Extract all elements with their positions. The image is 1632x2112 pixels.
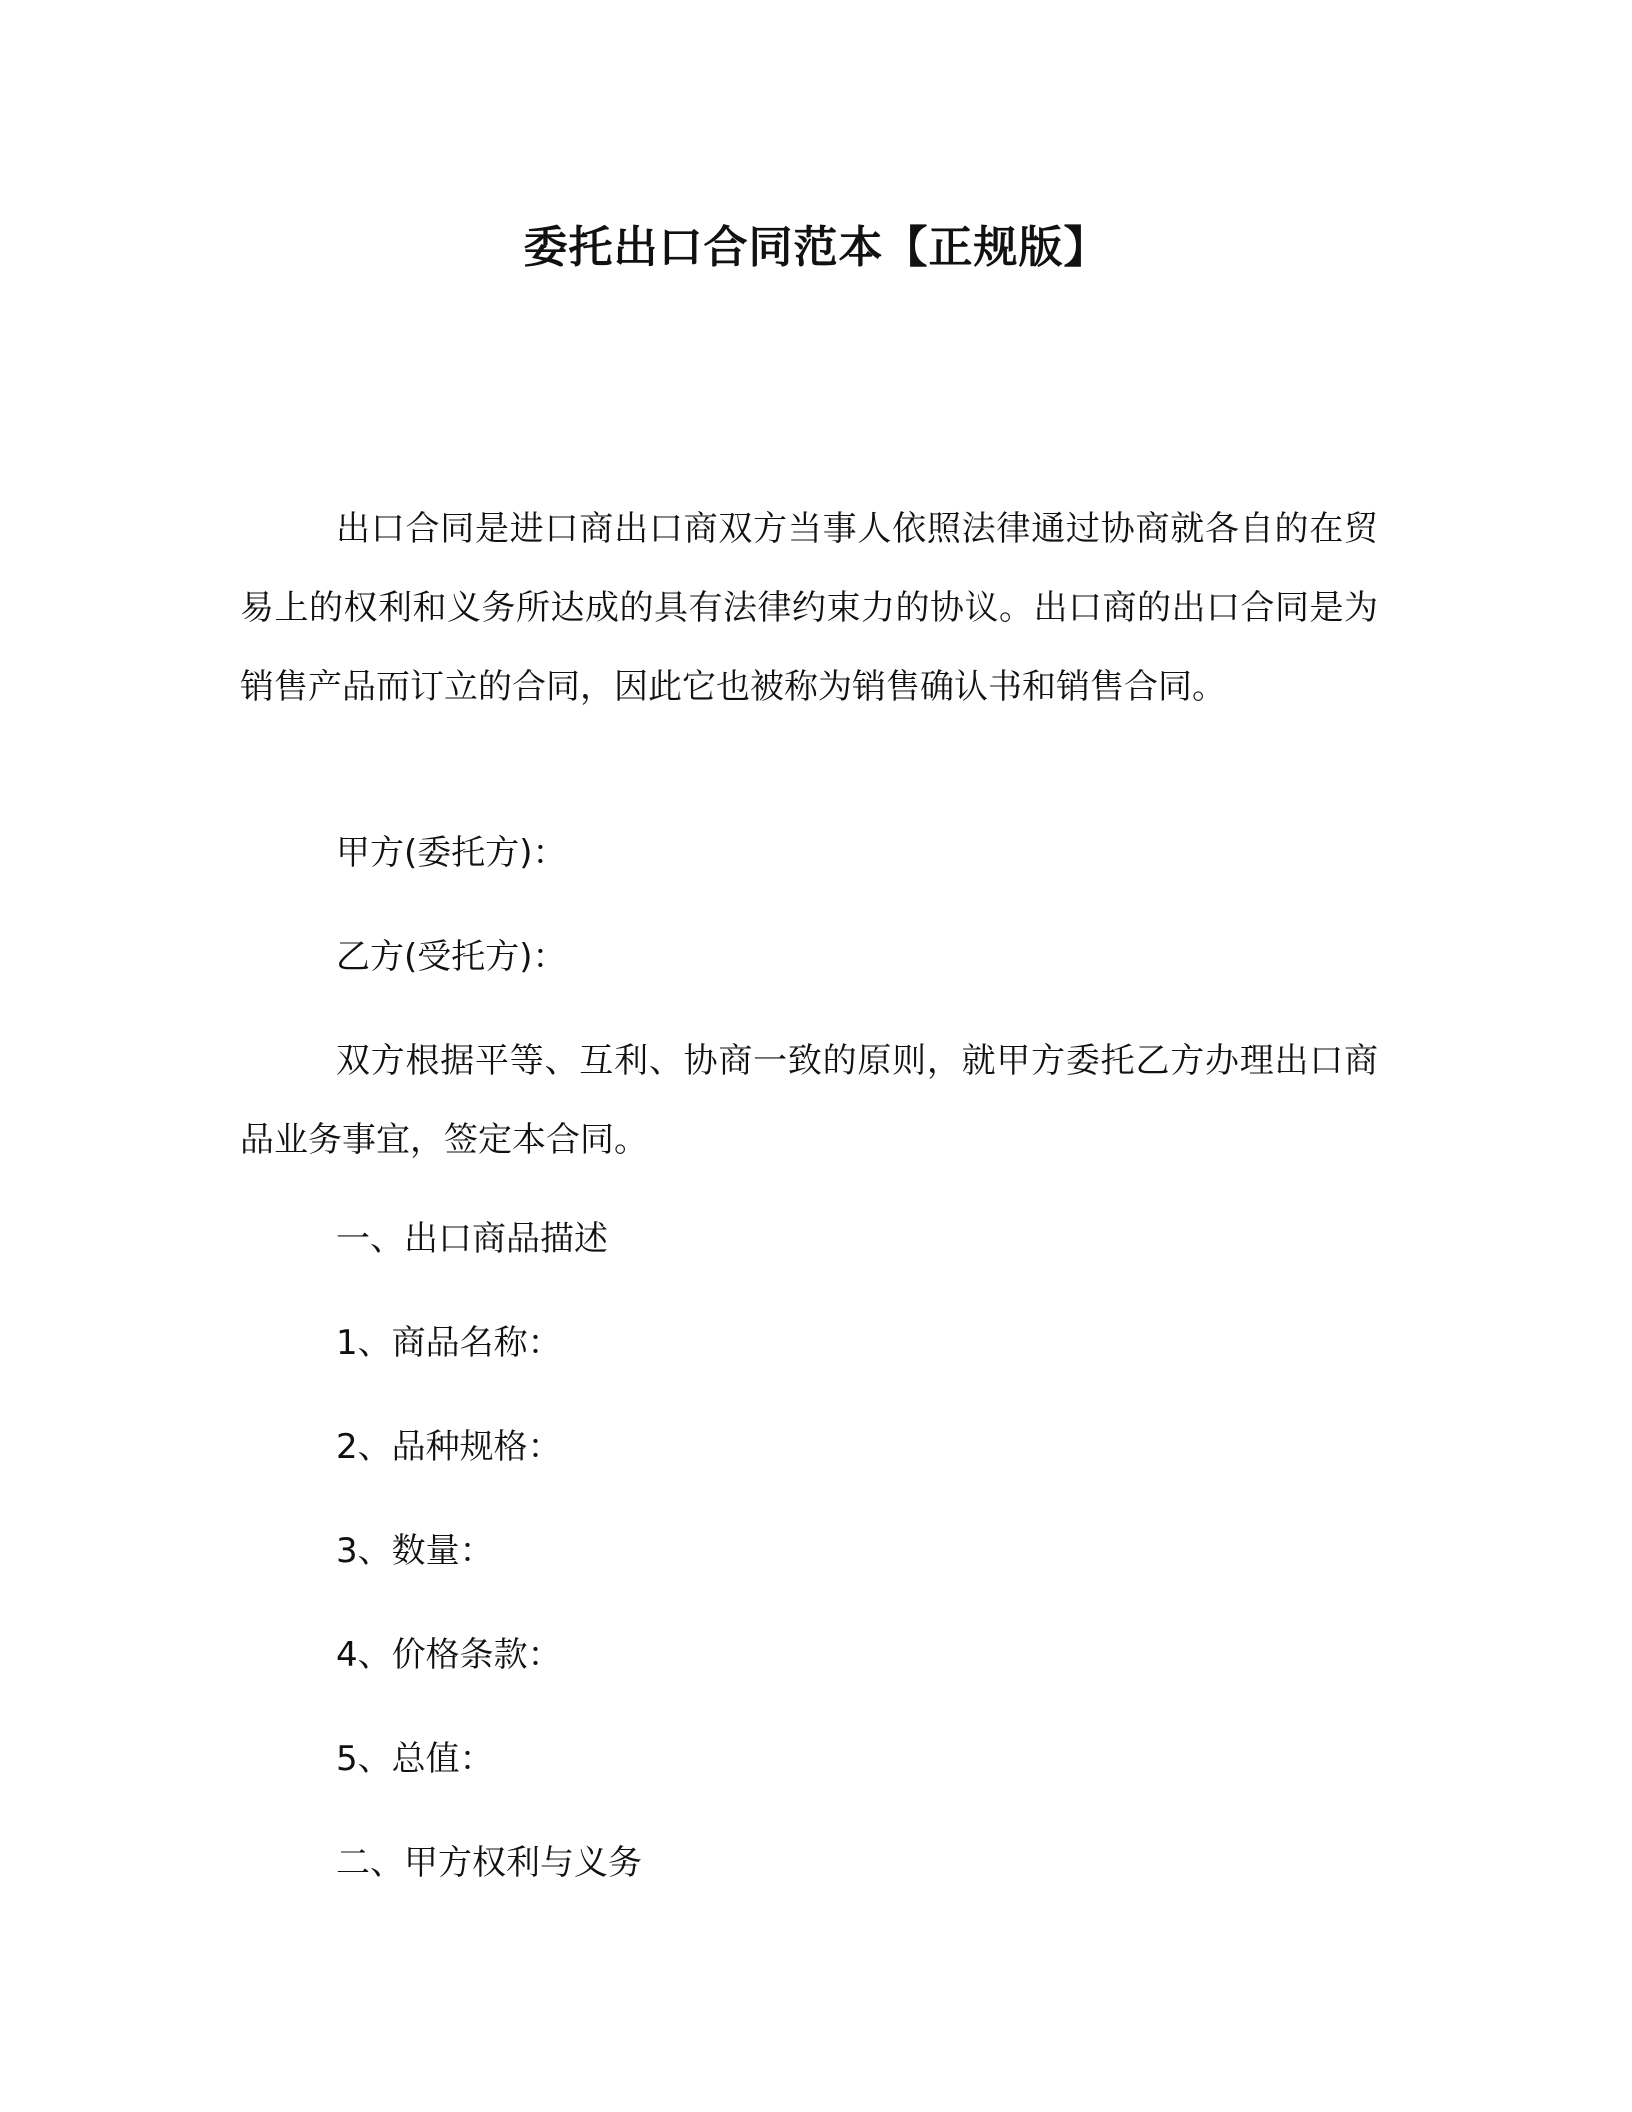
party-b-line: 乙方(受托方)： bbox=[336, 937, 567, 977]
agreement-paragraph: 双方根据平等、互利、协商一致的原则，就甲方委托乙方办理出口商品业务事宜，签定本合同。 bbox=[240, 1041, 1378, 1160]
item-quantity: 3、数量： bbox=[336, 1531, 494, 1571]
item-price-terms: 4、价格条款： bbox=[336, 1635, 562, 1675]
party-a-line: 甲方(委托方)： bbox=[336, 833, 567, 873]
intro-paragraph: 出口合同是进口商出口商双方当事人依照法律通过协商就各自的在贸易上的权利和义务所达成的具有法律约束力的协议。出口商的出口合同是为销售产品而订立的合同，因此它也被称为销售确认书和销售合同。 bbox=[240, 509, 1378, 707]
item-total-value: 5、总值： bbox=[336, 1739, 494, 1779]
section-heading-1: 一、出口商品描述 bbox=[336, 1219, 608, 1259]
item-specification: 2、品种规格： bbox=[336, 1427, 562, 1467]
item-product-name: 1、商品名称： bbox=[336, 1323, 562, 1363]
section-heading-2: 二、甲方权利与义务 bbox=[336, 1843, 642, 1883]
document-title: 委托出口合同范本【正规版】 bbox=[523, 222, 1109, 273]
